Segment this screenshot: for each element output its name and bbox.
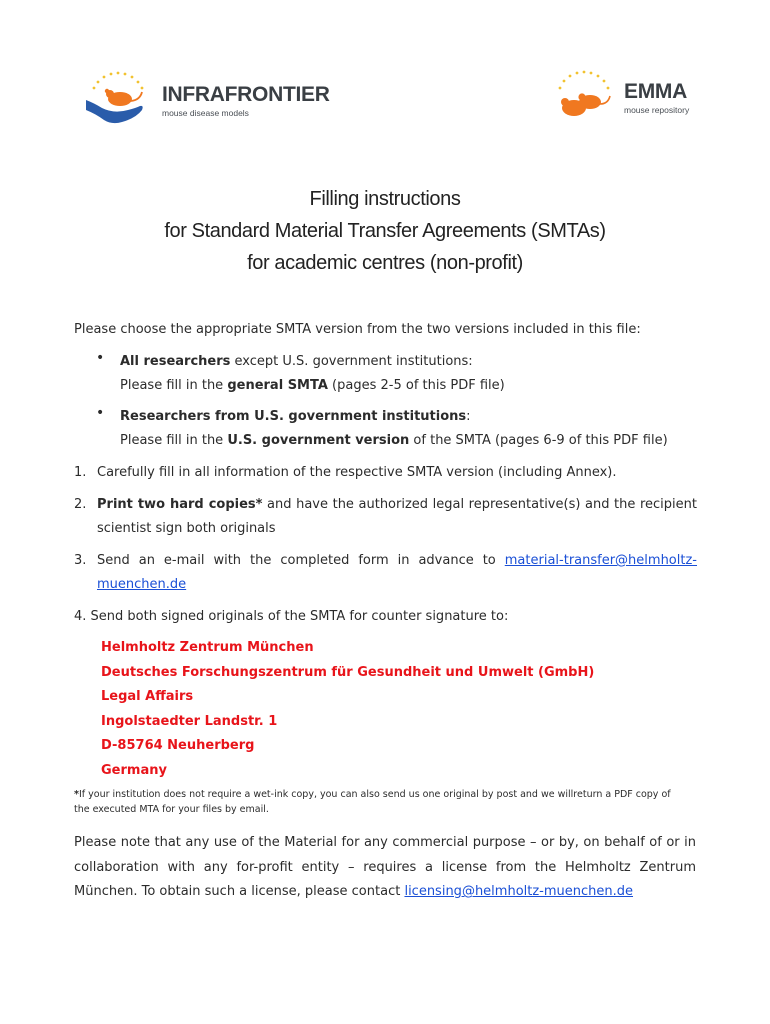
- step-3-lead: Send an e-mail with the completed form in advance to: [97, 553, 505, 568]
- mouse-hand-logo-icon: [84, 70, 156, 132]
- step-1-text: Carefully fill in all information of the respective SMTA version (including Annex).: [97, 465, 617, 480]
- address-line: Legal Affairs: [101, 689, 194, 704]
- step-2-text: [97, 493, 697, 541]
- emma-logo: [552, 70, 689, 126]
- title-line-2: for Standard Material Transfer Agreements (SMTAs): [164, 220, 606, 242]
- bullet-line2-post: of the SMTA (pages 6-9 of this PDF file): [409, 433, 668, 448]
- material-transfer-email-link[interactable]: material-transfer@helmholtz-muenchen.de: [97, 553, 697, 592]
- bullet-line2-bold: U.S. government version: [227, 433, 410, 448]
- bullet-rest: except U.S. government institutions:: [230, 354, 473, 369]
- licensing-email-link[interactable]: licensing@helmholtz-muenchen.de: [404, 884, 634, 899]
- infrafrontier-logo: [84, 70, 330, 132]
- step-3-text: [97, 549, 697, 597]
- bullet-line2-bold: general SMTA: [227, 378, 328, 393]
- step-1-number: 1.: [74, 465, 87, 480]
- bullet-rest: :: [466, 409, 471, 424]
- step-3-number: 3.: [74, 553, 87, 568]
- infrafrontier-wordmark: INFRAFRONTIER: [162, 83, 330, 106]
- intro-text: Please choose the appropriate SMTA version from the two versions included in this file:: [74, 322, 641, 337]
- bullet-bold: All researchers: [120, 354, 231, 369]
- bullet-dot-icon: •: [96, 405, 105, 421]
- title-line-3: for academic centres (non-profit): [247, 252, 523, 274]
- bullet-line2-post: (pages 2-5 of this PDF file): [327, 378, 505, 393]
- emma-wordmark: EMMA: [624, 80, 687, 103]
- address-line: Helmholtz Zentrum München: [101, 640, 314, 655]
- postal-address: [101, 636, 594, 783]
- page-title: [0, 183, 770, 279]
- infrafrontier-tagline: mouse disease models: [162, 108, 249, 118]
- step-2-rest: and have the authorized legal representative(s) and the recipient scientist sign both originals: [97, 497, 697, 536]
- step-4-text: 4. Send both signed originals of the SMTA for counter signature to:: [74, 609, 509, 624]
- footnote-star: *: [74, 789, 79, 800]
- footnote: [74, 787, 686, 817]
- address-line: D-85764 Neuherberg: [101, 738, 255, 753]
- license-note: [74, 831, 696, 905]
- bullet-dot-icon: •: [96, 350, 105, 366]
- emma-tagline: mouse repository: [624, 105, 690, 115]
- bullet-line2-pre: Please fill in the: [120, 378, 228, 393]
- title-line-1: Filling instructions: [309, 188, 461, 210]
- step-2-number: 2.: [74, 497, 87, 512]
- address-line: Deutsches Forschungszentrum für Gesundheit und Umwelt (GmbH): [101, 664, 595, 680]
- mice-logo-icon: [552, 70, 620, 126]
- bullet-bold: Researchers from U.S. government institutions: [120, 409, 467, 424]
- bullet-item-us-government: [120, 405, 668, 453]
- address-line: Ingolstaedter Landstr. 1: [101, 713, 278, 729]
- footnote-text: If your institution does not require a wet-ink copy, you can also send us one original by post and we willreturn a PDF copy of the executed MTA for your files by email.: [74, 789, 671, 815]
- address-line: Germany: [101, 762, 167, 778]
- license-note-text: Please note that any use of the Material for any commercial purpose – or by, on behalf of or in collaboration with any for-profit entity – requires a license from the Helmholtz Zentrum München. To obtain such a license, please contact: [74, 835, 696, 899]
- bullet-item-all-researchers: [120, 350, 505, 398]
- bullet-line2-pre: Please fill in the: [120, 433, 228, 448]
- step-2-bold: Print two hard copies*: [97, 497, 263, 512]
